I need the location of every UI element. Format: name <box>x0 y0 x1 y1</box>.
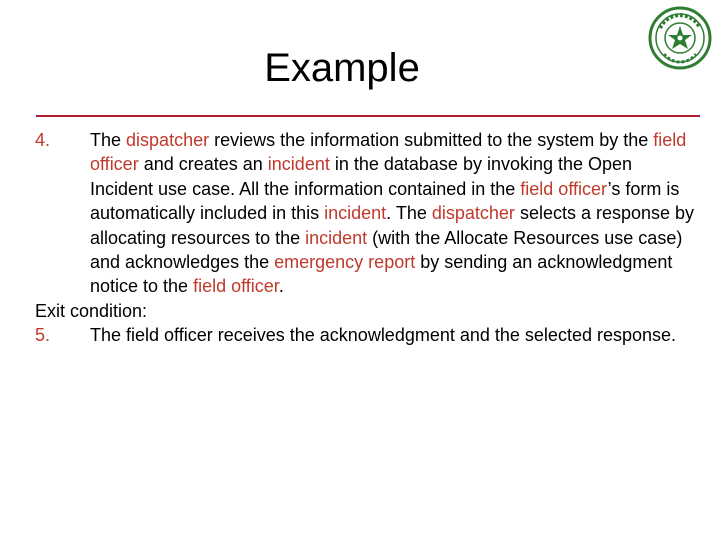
highlighted-term: field officer <box>520 178 608 199</box>
text-segment: ’s form is automatically included in this <box>90 178 680 224</box>
list-item-5 <box>35 323 695 347</box>
item-text <box>90 130 694 296</box>
item-number: 5. <box>35 325 51 346</box>
highlighted-term: emergency report <box>274 252 416 273</box>
title-divider <box>36 115 700 117</box>
text-segment: selects a response by allocating resources to the <box>90 203 695 248</box>
item-number: 4. <box>35 130 51 150</box>
text-segment: . The <box>386 203 432 224</box>
highlighted-term: dispatcher <box>431 203 515 224</box>
text-segment: and creates an <box>138 154 268 175</box>
list-item-4 <box>35 128 695 299</box>
text-segment: . <box>278 276 284 297</box>
slide-body <box>35 128 695 348</box>
exit-condition-label: Exit condition: <box>35 300 148 321</box>
text-segment: (with the Allocate Resources use case) and acknowledges the <box>90 227 683 273</box>
highlighted-term: field officer <box>90 130 687 175</box>
text-segment: The <box>90 130 127 150</box>
highlighted-term: incident <box>305 227 368 248</box>
highlighted-term: field officer <box>193 276 279 297</box>
highlighted-term: dispatcher <box>126 130 210 150</box>
slide-title: Example <box>264 46 420 90</box>
text-segment: reviews the information submitted to the system by the <box>209 130 654 150</box>
highlighted-term: incident <box>324 203 387 224</box>
item-text: The field officer receives the acknowledgment and the selected response. <box>90 325 677 346</box>
university-seal-icon <box>648 6 712 70</box>
text-segment: by sending an acknowledgment notice to the <box>90 252 673 297</box>
text-segment: in the database by invoking the Open Incident use case. All the information contained in the <box>90 154 633 199</box>
highlighted-term: incident <box>267 154 330 175</box>
